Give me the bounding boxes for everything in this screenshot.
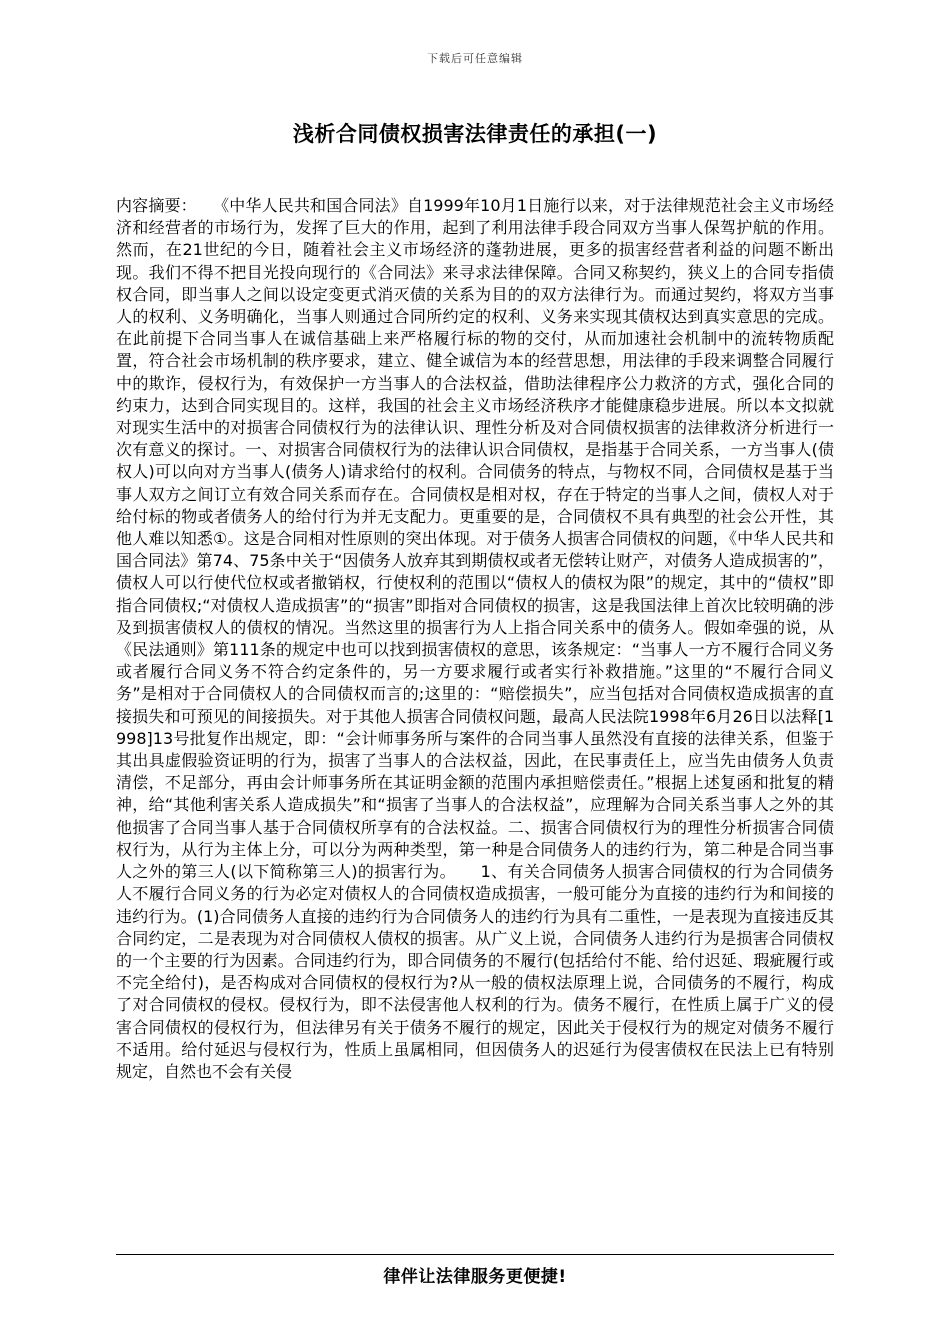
document-body: 内容摘要： 《中华人民共和国合同法》自1999年10月1日施行以来，对于法律规范社会主义市场经济和经营者的市场行为，发挥了巨大的作用，起到了利用法律手段合同双方当事人保驾护航的作用。然而，在21世纪的今日，随着社会主义市场经济的蓬勃进展，更多的损害经营者利益的问题不断出现。我们不得不把目光投向现行的《合同法》来寻求法律保障。合同又称契约，狭义上的合同专指债权合同，即当事人之间以设定变更式消灭债的关系为目的的双方法律行为。而通过契约，将双方当事人的权利、义务明确化，当事人则通过合同所约定的权利、义务来实现其债权达到真实意思的完成。在此前提下合同当事人在诚信基础上来严格履行标的物的交付，从而加速社会机制中的流转物质配置，符合社会市场机制的秩序要求，建立、健全诚信为本的经营思想，用法律的手段来调整合同履行中的欺诈，侵权行为，有效保护一方当事人的合法权益，借助法律程序公力救济的方式，强化合同的约束力，达到合同实现目的。这样，我国的社会主义市场经济秩序才能健康稳步进展。所以本文拟就对现实生活中的对损害合同债权行为的法律认识、理性分析及对合同债权损害的法律救济分析进行一次有意义的探讨。一、对损害合同债权行为的法律认识合同债权，是指基于合同关系，一方当事人(债权人)可以向对方当事人(债务人)请求给付的权利。合同债务的特点，与物权不同，合同债权是基于当事人双方之间订立有效合同关系而存在。合同债权是相对权，存在于特定的当事人之间，债权人对于给付标的物或者债务人的给付行为并无支配力。更重要的是，合同债权不具有典型的社会公开性，其他人难以知悉①。这是合同相对性原则的突出体现。对于债务人损害合同债权的问题，《中华人民共和国合同法》第74、75条中关于“因债务人放弃其到期债权或者无偿转让财产，对债务人造成损害的”，债权人可以行使代位权或者撤销权，行使权利的范围以“债权人的债权为限”的规定，其中的“债权”即指合同债权;“对债权人造成损害”的“损害”即指对合同债权的损害，这是我国法律上首次比较明确的涉及到损害债权人的债权的情况。当然这里的损害行为人上指合同关系中的债务人。假如牵强的说，从《民法通则》第111条的规定中也可以找到损害债权的意思，该条规定：“当事人一方不履行合同义务或者履行合同义务不符合约定条件的，另一方要求履行或者实行补救措施。”这里的“不履行合同义务”是相对于合同债权人的合同债权而言的;这里的：“赔偿损失”，应当包括对合同债权造成损害的直接损失和可预见的间接损失。对于其他人损害合同债权问题，最高人民法院1998年6月26日以法释[1998]13号批复作出规定，即：“会计师事务所与案件的合同当事人虽然没有直接的法律关系，但鉴于其出具虚假验资证明的行为，损害了当事人的合法权益，因此，在民事责任上，应当先由债务人负责清偿，不足部分，再由会计师事务所在其证明金额的范围内承担赔偿责任。”根据上述复函和批复的精神，给“其他利害关系人造成损失”和“损害了当事人的合法权益”，应理解为合同关系当事人之外的其他损害了合同当事人基于合同债权所享有的合法权益。二、损害合同债权行为的理性分析损害合同债权行为，从行为主体上分，可以分为两种类型，第一种是合同债务人的违约行为，第二种是合同当事人之外的第三人(以下简称第三人)的损害行为。 1、有关合同债务人损害合同债权的行为合同债务人不履行合同义务的行为必定对债权人的合同债权造成损害，一般可能分为直接的违约行为和间接的违约行为。(1)合同债务人直接的违约行为合同债务人的违约行为具有二重性，一是表现为直接违反其合同约定，二是表现为对合同债权人债权的损害。从广义上说，合同债务人违约行为是损害合同债权的一个主要的行为因素。合同违约行为，即合同债务的不履行(包括给付不能、给付迟延、瑕疵履行或不完全给付)，是否构成对合同债权的侵权行为?从一般的债权法原理上说，合同债务的不履行，构成了对合同债权的侵权。侵权行为，即不法侵害他人权利的行为。债务不履行，在性质上属于广义的侵害合同债权的侵权行为，但法律另有关于债务不履行的规定，因此关于侵权行为的规定对债务不履行不适用。给付延迟与侵权行为，性质上虽属相同，但因债务人的迟延行为侵害债权在民法上已有特别规定，自然也不会有关侵	[116, 196, 834, 1081]
footer-divider	[116, 1254, 834, 1255]
document-title: 浅析合同债权损害法律责任的承担(一)	[292, 122, 658, 146]
header-note: 下载后可任意编辑	[427, 52, 523, 65]
footer-slogan: 律伴让法律服务更便捷!	[383, 1267, 567, 1287]
